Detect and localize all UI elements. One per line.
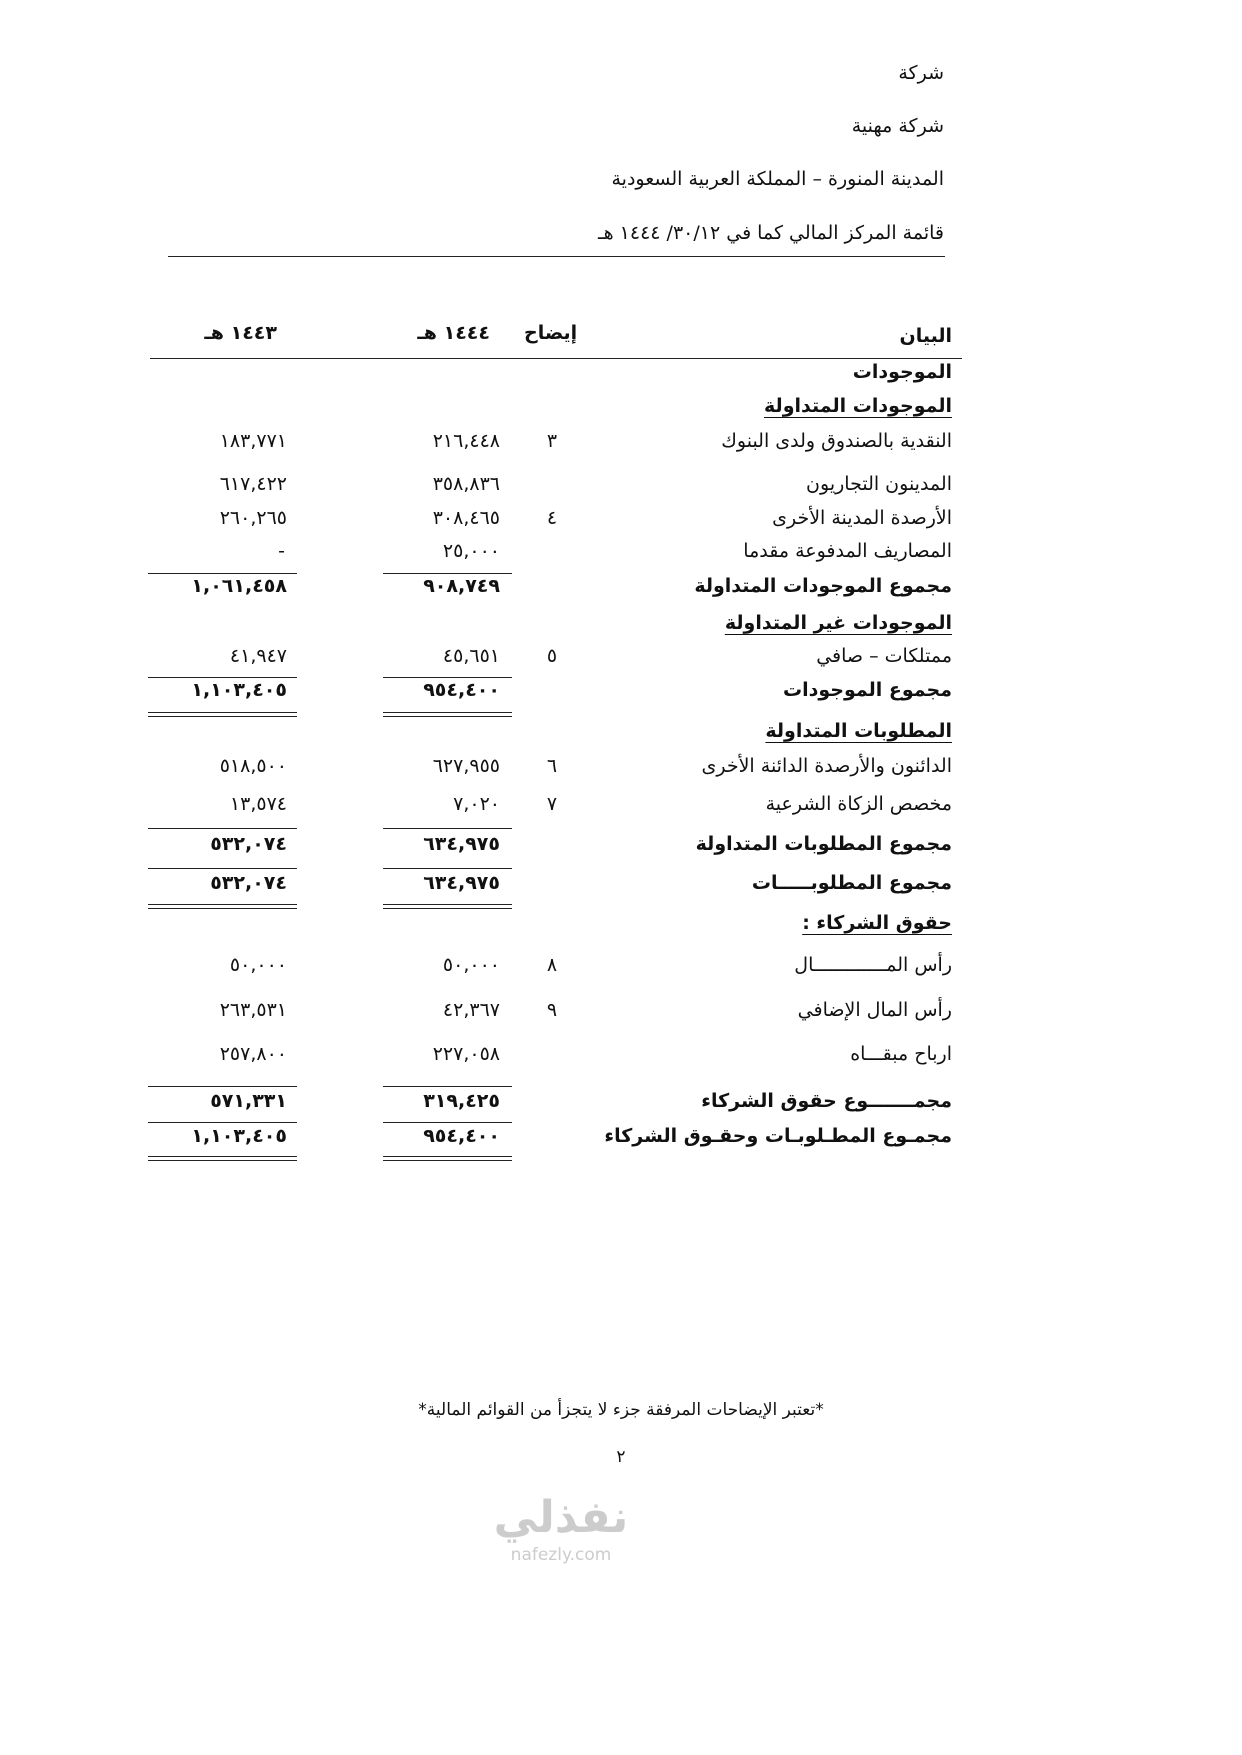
column-header-description: البيان <box>899 325 952 347</box>
row-value-1444: ٢٢٧,٠٥٨ <box>432 1043 500 1065</box>
row-value-1443: ١,١٠٣,٤٠٥ <box>191 679 287 701</box>
subtotal-rule <box>383 677 512 678</box>
row-value-1444: ٧,٠٢٠ <box>453 793 500 815</box>
column-header-1443: ١٤٤٣ هـ <box>204 322 277 344</box>
row-label: الموجودات غير المتداولة <box>724 612 952 634</box>
row-value-1444: ٥٠,٠٠٠ <box>442 954 500 976</box>
total-double-rule <box>148 1156 297 1161</box>
total-double-rule <box>148 904 297 909</box>
row-value-1443: ١٣,٥٧٤ <box>229 793 287 815</box>
row-label: الأرصدة المدينة الأخرى <box>772 507 952 529</box>
row-note: ٩ <box>546 999 558 1021</box>
subtotal-rule <box>383 1122 512 1123</box>
row-note: ٧ <box>546 793 558 815</box>
row-value-1444: ٩٥٤,٤٠٠ <box>423 1125 500 1147</box>
row-label: النقدية بالصندوق ولدى البنوك <box>721 430 952 452</box>
row-value-1443: ٦١٧,٤٢٢ <box>219 473 287 495</box>
company-location: المدينة المنورة – المملكة العربية السعودية <box>611 168 944 190</box>
total-double-rule <box>383 1156 512 1161</box>
header-rule <box>150 358 962 359</box>
row-note: ٣ <box>546 430 558 452</box>
row-value-1443: ٥١٨,٥٠٠ <box>219 755 287 777</box>
company-type: شركة مهنية <box>851 115 944 137</box>
row-label: مجموع المطلوبات المتداولة <box>695 833 952 855</box>
row-value-1443: ٥٠,٠٠٠ <box>229 954 287 976</box>
page-number: ٢ <box>616 1447 626 1467</box>
row-label: مجمـــــــوع حقوق الشركاء <box>701 1090 952 1112</box>
row-value-1443: ١٨٣,٧٧١ <box>219 430 287 452</box>
row-label: رأس المـــــــــــــال <box>794 954 952 976</box>
row-label: المصاريف المدفوعة مقدما <box>743 540 952 562</box>
row-note: ٥ <box>546 645 558 667</box>
row-value-1444: ٦٢٧,٩٥٥ <box>432 755 500 777</box>
row-value-1444: ٣٥٨,٨٣٦ <box>432 473 500 495</box>
row-value-1443: ٢٥٧,٨٠٠ <box>219 1043 287 1065</box>
row-note: ٦ <box>546 755 558 777</box>
row-label: الموجودات <box>852 361 952 383</box>
row-value-1443: ٢٦٠,٢٦٥ <box>219 507 287 529</box>
row-label: ممتلكات – صافي <box>816 645 952 667</box>
row-value-1443: - <box>278 540 287 562</box>
row-value-1443: ٥٣٢,٠٧٤ <box>210 872 287 894</box>
row-label: الدائنون والأرصدة الدائنة الأخرى <box>701 755 952 777</box>
row-value-1444: ٤٢,٣٦٧ <box>442 999 500 1021</box>
row-value-1443: ٤١,٩٤٧ <box>229 645 287 667</box>
row-value-1443: ١,١٠٣,٤٠٥ <box>191 1125 287 1147</box>
row-value-1444: ٣٠٨,٤٦٥ <box>432 507 500 529</box>
subtotal-rule <box>383 868 512 869</box>
row-value-1443: ٥٣٢,٠٧٤ <box>210 833 287 855</box>
watermark-logo: نفذلي <box>493 1492 629 1543</box>
subtotal-rule <box>148 1086 297 1087</box>
row-label: المطلوبات المتداولة <box>765 720 952 742</box>
subtotal-rule <box>383 828 512 829</box>
statement-title: قائمة المركز المالي كما في ٣٠/١٢/ ١٤٤٤ هـ <box>598 222 944 244</box>
row-value-1444: ٢٥,٠٠٠ <box>442 540 500 562</box>
row-label: رأس المال الإضافي <box>797 999 952 1021</box>
row-label: مجمـوع المطـلوبـات وحقـوق الشركاء <box>604 1125 952 1147</box>
row-value-1444: ٤٥,٦٥١ <box>442 645 500 667</box>
subtotal-rule <box>148 828 297 829</box>
row-value-1444: ٩٥٤,٤٠٠ <box>423 679 500 701</box>
subtotal-rule <box>383 1086 512 1087</box>
row-label: ارباح مبقـــاه <box>850 1043 952 1065</box>
watermark-domain: nafezly.com <box>510 1545 612 1565</box>
row-value-1444: ٦٣٤,٩٧٥ <box>423 872 500 894</box>
row-label: مخصص الزكاة الشرعية <box>765 793 952 815</box>
subtotal-rule <box>148 677 297 678</box>
row-value-1443: ١,٠٦١,٤٥٨ <box>191 575 287 597</box>
title-rule <box>168 256 945 257</box>
subtotal-rule <box>148 573 297 574</box>
row-note: ٤ <box>546 507 558 529</box>
column-header-note: إيضاح <box>524 322 578 344</box>
row-label: مجموع الموجودات المتداولة <box>694 575 952 597</box>
row-label: المدينون التجاريون <box>806 473 952 495</box>
row-label: مجموع الموجودات <box>783 679 952 701</box>
row-label: مجموع المطلوبـــــات <box>751 872 952 894</box>
total-double-rule <box>383 712 512 717</box>
subtotal-rule <box>148 1122 297 1123</box>
row-note: ٨ <box>546 954 558 976</box>
subtotal-rule <box>383 573 512 574</box>
footer-note: *تعتبر الإيضاحات المرفقة جزء لا يتجزأ من القوائم المالية* <box>418 1400 824 1420</box>
row-label: الموجودات المتداولة <box>764 395 952 417</box>
subtotal-rule <box>148 868 297 869</box>
row-value-1444: ٣١٩,٤٢٥ <box>423 1090 500 1112</box>
row-value-1444: ٦٣٤,٩٧٥ <box>423 833 500 855</box>
row-value-1444: ٢١٦,٤٤٨ <box>432 430 500 452</box>
row-value-1443: ٢٦٣,٥٣١ <box>219 999 287 1021</box>
row-value-1444: ٩٠٨,٧٤٩ <box>423 575 500 597</box>
column-header-1444: ١٤٤٤ هـ <box>417 322 490 344</box>
company-name: شركة <box>898 62 944 84</box>
total-double-rule <box>148 712 297 717</box>
total-double-rule <box>383 904 512 909</box>
row-value-1443: ٥٧١,٣٣١ <box>210 1090 287 1112</box>
row-label: حقوق الشركاء : <box>802 912 952 934</box>
